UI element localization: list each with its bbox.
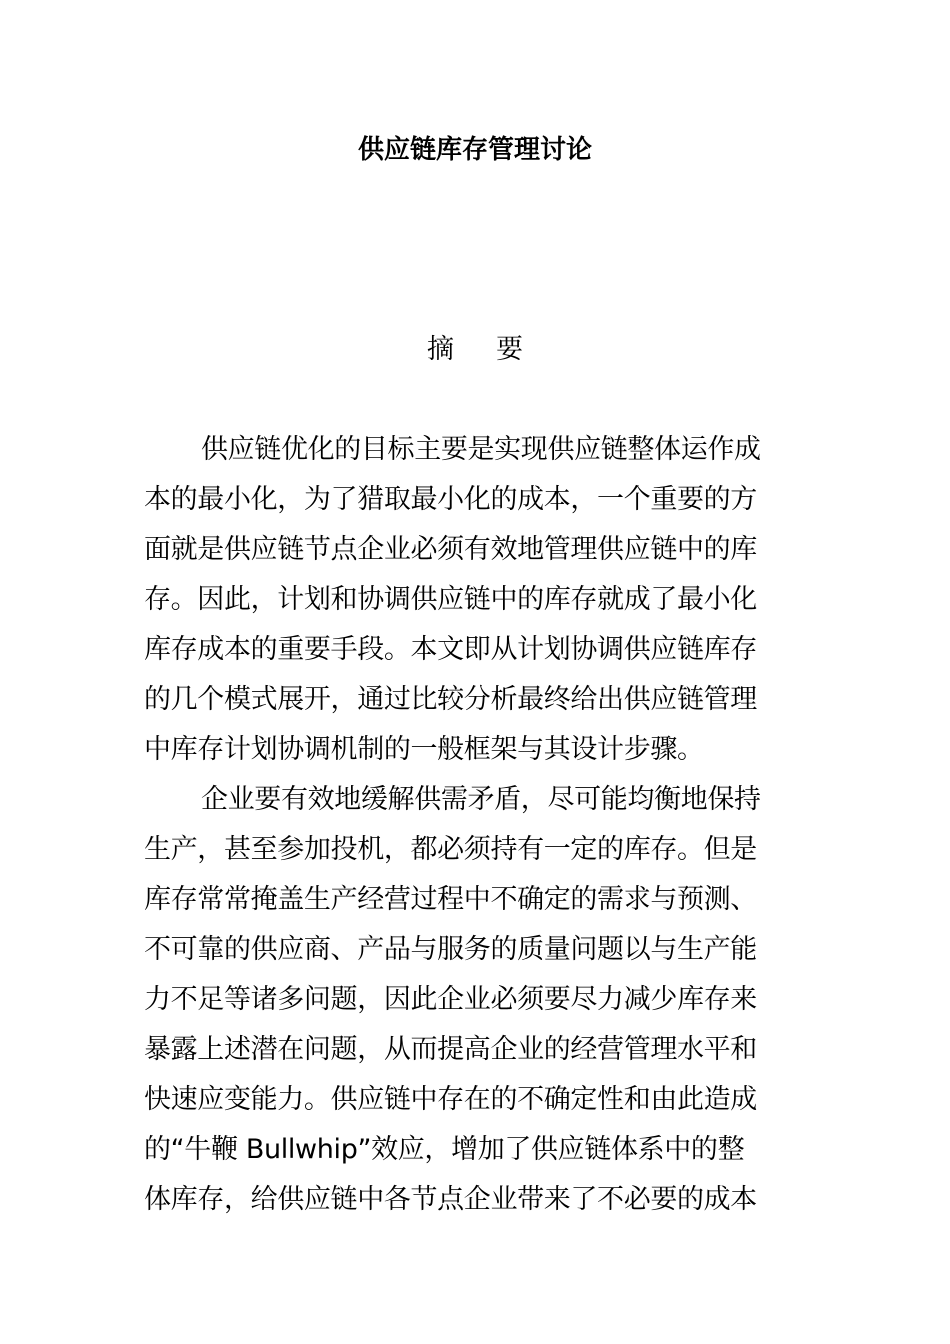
- paragraph-2-line-5: 力不足等诸多问题，因此企业必须要尽力减少库存来: [144, 984, 757, 1015]
- abstract-heading-char-2: 要: [496, 334, 523, 365]
- paragraph-1-line-5: 库存成本的重要手段。本文即从计划协调供应链库存: [144, 634, 757, 665]
- paragraph-2-line-3: 库存常常掩盖生产经营过程中不确定的需求与预测、: [144, 884, 757, 915]
- document-title: 供应链库存管理讨论: [357, 135, 592, 165]
- paragraph-2-line-2: 生产，甚至参加投机，都必须持有一定的库存。但是: [144, 834, 757, 865]
- paragraph-2-line-7: 快速应变能力。供应链中存在的不确定性和由此造成: [144, 1084, 757, 1115]
- abstract-heading-char-1: 摘: [427, 334, 454, 365]
- abstract-heading: [0, 330, 950, 370]
- abstract-body: [144, 425, 806, 1225]
- paragraph-1-line-1: 供应链优化的目标主要是实现供应链整体运作成: [201, 434, 761, 465]
- paragraph-2-line-9: 体库存，给供应链中各节点企业带来了不必要的成本: [144, 1184, 757, 1215]
- paragraph-2-line-1: 企业要有效地缓解供需矛盾，尽可能均衡地保持: [201, 784, 761, 815]
- paragraph-1-line-4: 存。因此，计划和协调供应链中的库存就成了最小化: [144, 584, 757, 615]
- paragraph-2-line-6: 暴露上述潜在问题，从而提高企业的经营管理水平和: [144, 1034, 757, 1065]
- paragraph-2-line-4: 不可靠的供应商、产品与服务的质量问题以与生产能: [144, 934, 757, 965]
- paragraph-1-line-7: 中库存计划协调机制的一般框架与其设计步骤。: [144, 734, 704, 765]
- paragraph-1-line-3: 面就是供应链节点企业必须有效地管理供应链中的库: [144, 534, 757, 565]
- paragraph-1-line-6: 的几个模式展开，通过比较分析最终给出供应链管理: [144, 684, 757, 715]
- paragraph-2-line-8: 的“牛鞭 Bullwhip”效应，增加了供应链体系中的整: [144, 1134, 745, 1165]
- paragraph-1-line-2: 本的最小化，为了猎取最小化的成本，一个重要的方: [144, 484, 757, 515]
